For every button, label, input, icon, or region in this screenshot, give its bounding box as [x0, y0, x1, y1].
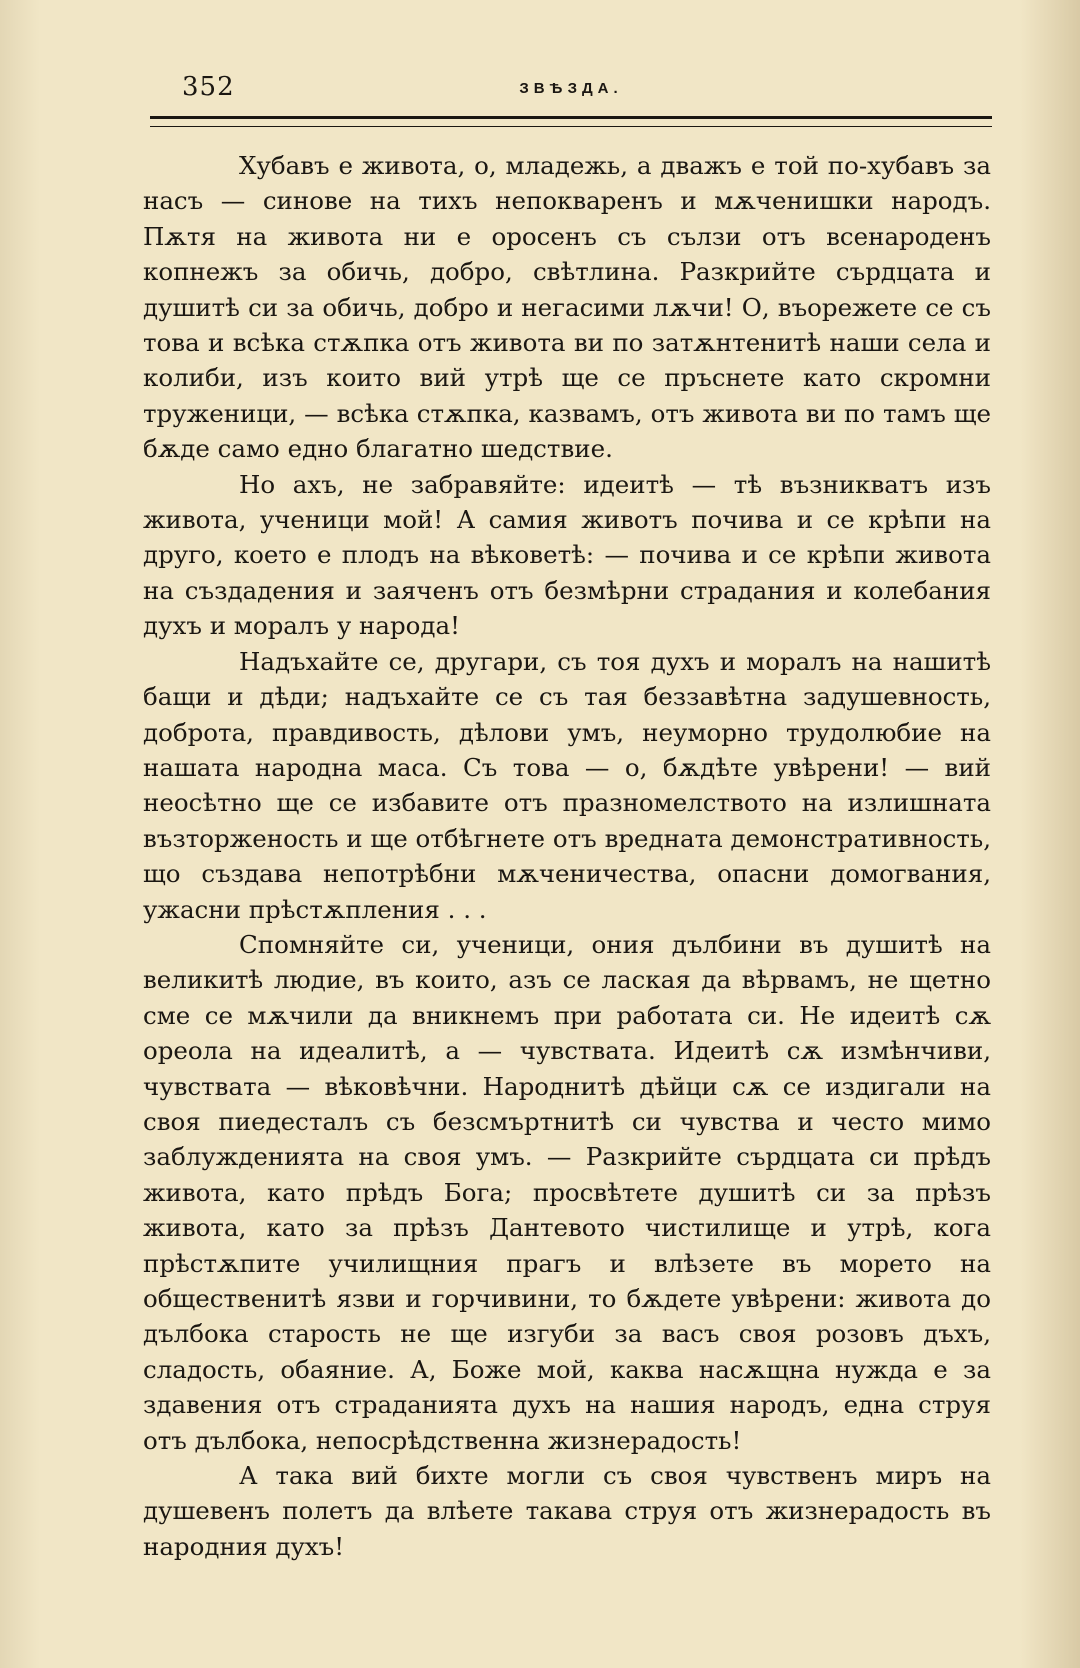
page-header: [150, 68, 992, 112]
paragraph: Надъхайте се, другари, съ тоя духъ и моралъ на нашитѣ бащи и дѣди; надъхайте се съ тая беззавѣтна задушевность, доброта, правдивость, дѣлови умъ, неуморно трудолюбие на нашата народна маса. Съ това — о, бѫдѣте увѣрени! — вий неосѣтно ще се избавите отъ празномелството на излишната възторженость и ще отбѣгнете отъ вредната демонстративность, що създава непотрѣбни мѫченичества, опасни домогвания, ужасни прѣстѫпления . . .: [143, 646, 991, 924]
page-edge-shadow-left: [0, 0, 40, 1668]
paragraph: Хубавъ е живота, о, младежь, а дважъ е той по-хубавъ за насъ — синове на тихъ непокваренъ и мѫченишки народъ. Пѫтя на живота ни е оросенъ съ сълзи отъ всенароденъ копнежъ за обичь, добро, свѣтлина. Разкрийте сърдцата и душитѣ си за обичь, добро и негасими лѫчи! О, въорежете се съ това и всѣка стѫпка отъ живота ви по затѫнтенитѣ наши села и колиби, изъ които вий утрѣ ще се пръснете като скромни труженици, — всѣка стѫпка, казвамъ, отъ живота ви по тамъ ще бѫде само едно благатно шедствие.: [143, 151, 991, 464]
page-edge-shadow-right: [1020, 0, 1080, 1668]
page-number: 352: [182, 72, 235, 102]
running-title: ЗВѢЗДА.: [519, 80, 623, 97]
paragraph: А така вий бихте могли съ своя чувственъ миръ на душевенъ полетъ да влѣете такава струя отъ жизнерадость въ народния духъ!: [143, 1461, 991, 1561]
text-body: [143, 148, 991, 1564]
header-rule: [150, 116, 992, 127]
paragraph: Спомняйте си, ученици, ония дълбини въ душитѣ на великитѣ людие, въ които, азъ се лаская да вѣрвамъ, не щетно сме се мѫчили да вникнемъ при работата си. Не идеитѣ сѫ ореола на идеалитѣ, а — чувствата. Идеитѣ сѫ измѣнчиви, чувствата — вѣковѣчни. Народнитѣ дѣйци сѫ се издигали на своя пиедесталъ съ безсмъртнитѣ си чувства и често мимо заблужденията на своя умъ. — Разкрийте сърдцата си прѣдъ живота, като прѣдъ Бога; просвѣтете душитѣ си за прѣзъ живота, като за прѣзъ Дантевото чистилище и утрѣ, кога прѣстѫпите училищния прагъ и влѣзете въ морето на общественитѣ язви и горчивини, то бѫдете увѣрени: живота до дълбока старость не ще изгуби за васъ своя розовъ дъхъ, сладость, обаяние. А, Боже мой, каква насѫщна нужда е за здавения отъ страданията духъ на нашия народъ, една струя отъ дълбока, непосрѣдственна жизнерадость!: [143, 929, 991, 1455]
paragraph: Но ахъ, не забравяйте: идеитѣ — тѣ възникватъ изъ живота, ученици мой! А самия животъ почива и се крѣпи на друго, което е плодъ на вѣковетѣ: — почива и се крѣпи живота на създадения и заяченъ отъ безмѣрни страдания и колебания духъ и моралъ у народа!: [143, 469, 991, 641]
